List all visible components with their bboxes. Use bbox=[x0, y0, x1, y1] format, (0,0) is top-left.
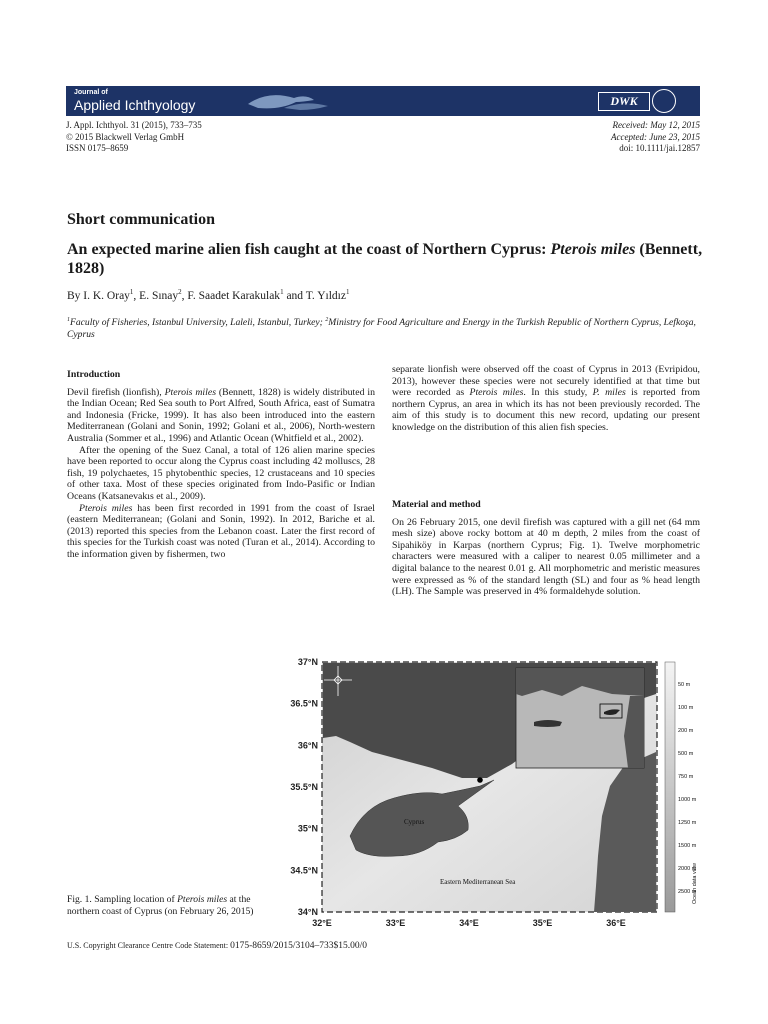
latitude-tick-label: 36°N bbox=[297, 740, 318, 751]
map-label-sea: Eastern Mediterranean Sea bbox=[440, 878, 516, 886]
species-name: Pterois miles bbox=[164, 386, 217, 398]
affiliation-mark: 2 bbox=[325, 317, 329, 323]
journal-banner bbox=[66, 86, 700, 116]
author-name: E. Sınay bbox=[139, 289, 179, 302]
depth-scale-bar bbox=[665, 662, 675, 912]
title-main: An expected marine alien fish caught at the coast of Northern Cyprus: bbox=[67, 241, 551, 258]
affiliation-text: Faculty of Fisheries, Istanbul University, Laleli, Istanbul, Turkey; bbox=[70, 317, 326, 329]
intro-paragraph-4 bbox=[392, 364, 700, 434]
text-run: is reported from northern Cyprus, an area in which its has not been previously recorded. The aim of this study is to document this new record, updating our present knowledge on the distribution of this alien fish species. bbox=[392, 387, 700, 433]
society-seal-icon bbox=[652, 89, 676, 113]
inset-map bbox=[516, 668, 644, 768]
introduction-heading: Introduction bbox=[67, 369, 121, 380]
author-name: I. K. Oray bbox=[83, 289, 130, 302]
title-authority: (Bennett, 1828) bbox=[67, 241, 703, 277]
text-run: After the opening of the Suez Canal, a total of 126 alien marine species have been reported to occur along the Cyprus coast including 42 molluscs, 28 fish, 19 polychaetes, 15 phytobenthic species, 12 crustaceans and 10 species of other taxa. Most of these species originated from Indo-Pasific or Indian Oceans (Katsanevakıs et al., 2009). bbox=[67, 444, 375, 502]
species-name: P. miles bbox=[592, 387, 626, 399]
author-list: By I. K. Oray$^1$, E. Sınay$^2$, F. Saadet Karakulak$^1$ and T. Yıldız$^1$ bbox=[67, 288, 350, 302]
depth-scale-label: 200 m bbox=[678, 728, 694, 734]
author-name: F. Saadet Karakulak bbox=[187, 289, 281, 302]
author-affiliation-mark: 2 bbox=[178, 288, 182, 296]
latitude-tick-label: 35°N bbox=[297, 823, 318, 834]
text-run: Devil firefish (lionfish), bbox=[67, 386, 165, 398]
text-run: at the northern coast of Cyprus (on February 26, 2015) bbox=[67, 894, 254, 917]
latitude-tick-label: 36.5°N bbox=[290, 698, 318, 709]
depth-scale-label: 1500 m bbox=[678, 843, 697, 849]
dates-info bbox=[611, 120, 700, 155]
affiliation-text: Ministry for Food Agriculture and Energy in the Turkish Republic of Northern Cyprus, Lefkoşa, Cyprus bbox=[67, 317, 696, 341]
citation-info bbox=[66, 120, 202, 155]
text-run: On 26 February 2015, one devil firefish was captured with a gill net (64 mm mesh size) above rocky bottom at 40 m depth, 2 miles from the coast of Sipahiköy in Karpas (northern Cyprus; Fig. 1). Twelve morphometric characters were measured with a caliper to nearest 0.05 millimeter and a digital balance to the nearest 0.01 g. All morphometric and meristic measures were expressed as % of the standard length (SL) and four as % head length (LH). The Sample was preserved in 4% formaldehyde solution. bbox=[392, 516, 700, 598]
column-right-top bbox=[392, 364, 700, 434]
species-name: Pterois miles bbox=[469, 387, 524, 399]
column-right-methods bbox=[392, 499, 700, 598]
latitude-tick-label: 35.5°N bbox=[290, 782, 318, 792]
accepted-date: Accepted: June 23, 2015 bbox=[611, 131, 700, 142]
received-date: Received: May 12, 2015 bbox=[612, 120, 700, 130]
journal-of-label: Journal of bbox=[74, 89, 108, 96]
depth-scale-label: 1250 m bbox=[678, 820, 697, 826]
copyright-statement: U.S. Copyright Clearance Centre Code Statement: bbox=[67, 941, 231, 950]
column-left bbox=[67, 369, 375, 561]
depth-scale-label: 1000 m bbox=[678, 797, 697, 803]
copyright-line: © 2015 Blackwell Verlag GmbH bbox=[66, 131, 185, 142]
section-type: Short communication bbox=[67, 211, 215, 228]
text-run: separate lionfish were observed off the coast of Cyprus in 2013 (Evripidou, 2013), however these species were not securely identified at that time but were recorded as bbox=[392, 364, 700, 399]
species-name: Pterois miles bbox=[177, 894, 228, 905]
text-run: . In this study, bbox=[523, 387, 593, 399]
latitude-tick-label: 34.5°N bbox=[290, 865, 318, 876]
longitude-tick-label: 36°E bbox=[606, 918, 626, 928]
intro-paragraph-1 bbox=[67, 387, 375, 445]
longitude-tick-label: 35°E bbox=[532, 918, 553, 928]
text-run: (Bennett, 1828) is widely distributed in the Indian Ocean; Red Sea south to Port Alfred, South Africa, east of Sumatra and Indonesia (Fricke, 1999). It has also been introduced into the eastern Mediterranean (Golani and Sonin, 1992; Golani et al., 2006), North-western Australia (Sommer et al., 1996) and Atlantic Ocean (Whitfield et al., 2002). bbox=[67, 386, 375, 444]
depth-scale-label: 50 m bbox=[678, 682, 691, 688]
map-label-cyprus: Cyprus bbox=[404, 818, 425, 826]
article-title bbox=[67, 240, 707, 278]
intro-paragraph-3 bbox=[67, 503, 375, 561]
citation-line: J. Appl. Ichthyol. 31 (2015), 733–735 bbox=[66, 120, 202, 130]
longitude-tick-label: 32°E bbox=[312, 918, 332, 928]
species-name: Pterois miles bbox=[79, 502, 133, 514]
author-name: T. Yıldız bbox=[305, 289, 346, 302]
affiliations bbox=[67, 314, 707, 341]
latitude-tick-label: 34°N bbox=[297, 907, 318, 917]
dolphin-icon bbox=[244, 88, 334, 114]
text-run: has been first recorded in 1991 from the coast of Israel (eastern Mediterranean; (Golani and Sonin, 1992). In 2012, Bariche et al. (2013) reported this species from the Lebanon coast. Later the first record of this species for the Turkish coast was noted (Turan et al., 2014). According to the information given by fishermen, two bbox=[67, 502, 375, 560]
text-run: Fig. 1. Sampling location of bbox=[67, 894, 178, 905]
title-species: Pterois miles bbox=[550, 241, 636, 258]
doi: doi: 10.1111/jai.12857 bbox=[619, 143, 700, 153]
journal-name: Applied Ichthyology bbox=[74, 97, 196, 113]
longitude-labels bbox=[312, 918, 626, 928]
author-affiliation-mark: 1 bbox=[129, 288, 134, 296]
issn-line: ISSN 0175–8659 bbox=[66, 143, 129, 153]
figure-map bbox=[272, 656, 702, 934]
page-footer bbox=[67, 941, 367, 951]
depth-scale-label: 500 m bbox=[678, 751, 694, 757]
latitude-labels bbox=[290, 657, 318, 917]
latitude-tick-label: 37°N bbox=[297, 657, 318, 667]
author-affiliation-mark: 1 bbox=[345, 288, 350, 296]
intro-paragraph-2 bbox=[67, 445, 375, 503]
longitude-tick-label: 34°E bbox=[459, 918, 479, 928]
depth-scale-label: 100 m bbox=[678, 705, 694, 711]
publisher-logo: DWK bbox=[598, 92, 650, 111]
methods-paragraph-1 bbox=[392, 517, 700, 598]
copyright-code: 0175-8659/2015/3104–733$15.00/0 bbox=[230, 941, 368, 951]
longitude-tick-label: 33°E bbox=[385, 918, 406, 928]
depth-scale-label: 2000 m bbox=[678, 866, 697, 872]
affiliation-mark: 1 bbox=[67, 317, 70, 323]
author-affiliation-mark: 1 bbox=[280, 288, 284, 296]
depth-scale-label: 750 m bbox=[678, 774, 694, 780]
depth-scale-title: Ocean data view bbox=[692, 863, 698, 904]
depth-scale-label: 2500 m bbox=[678, 889, 697, 895]
figure-caption bbox=[67, 894, 255, 917]
methods-heading: Material and method bbox=[392, 499, 481, 510]
sampling-location-marker bbox=[477, 777, 483, 783]
